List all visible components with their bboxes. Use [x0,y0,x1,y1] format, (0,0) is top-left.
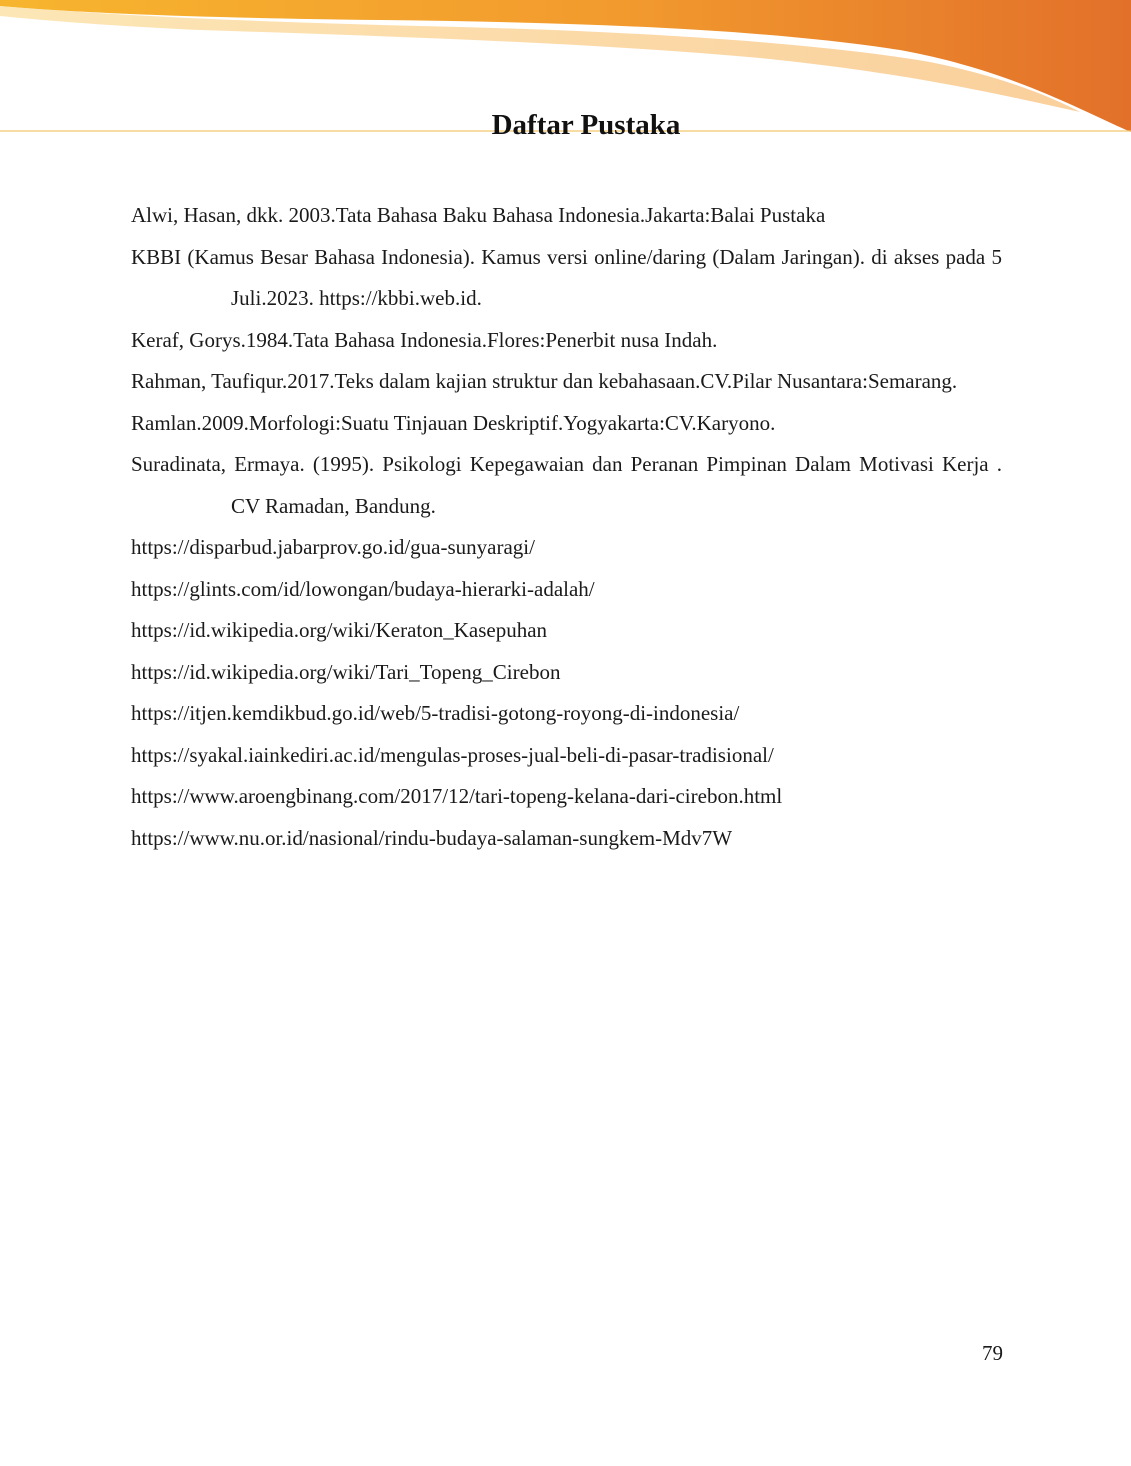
page-title: Daftar Pustaka [491,109,681,141]
reference-item: Rahman, Taufiqur.2017.Teks dalam kajian struktur dan kebahasaan.CV.Pilar Nusantara:Semarang. [131,369,958,393]
reference-item: https://id.wikipedia.org/wiki/Keraton_Kasepuhan [131,618,548,642]
reference-item: https://glints.com/id/lowongan/budaya-hierarki-adalah/ [131,576,595,601]
reference-item: https://www.aroengbinang.com/2017/12/tari-topeng-kelana-dari-cirebon.html [131,784,783,808]
reference-item: https://www.nu.or.id/nasional/rindu-budaya-salaman-sungkem-Mdv7W [131,825,733,850]
reference-item: Keraf, Gorys.1984.Tata Bahasa Indonesia.Flores:Penerbit nusa Indah. [131,327,718,352]
reference-item: https://disparbud.jabarprov.go.id/gua-sunyaragi/ [131,535,535,559]
reference-item: https://syakal.iainkediri.ac.id/mengulas-proses-jual-beli-di-pasar-tradisional/ [131,742,774,767]
reference-item: KBBI (Kamus Besar Bahasa Indonesia). Kamus versi online/daring (Dalam Jaringan). di akses pada 5 Juli.2023. https://kbbi.web.id. [131,244,1002,310]
reference-item: Alwi, Hasan, dkk. 2003.Tata Bahasa Baku Bahasa Indonesia.Jakarta:Balai Pustaka [131,203,826,227]
reference-item: Ramlan.2009.Morfologi:Suatu Tinjauan Deskriptif.Yogyakarta:CV.Karyono. [131,410,776,435]
reference-item: https://itjen.kemdikbud.go.id/web/5-tradisi-gotong-royong-di-indonesia/ [131,701,740,725]
reference-item: Suradinata, Ermaya. (1995). Psikologi Kepegawaian dan Peranan Pimpinan Dalam Motivasi Kerja . CV Ramadan, Bandung. [131,452,1002,518]
reference-list [131,195,1002,859]
page-number: 79 [982,1341,1003,1365]
reference-item: https://id.wikipedia.org/wiki/Tari_Topeng_Cirebon [131,659,561,684]
